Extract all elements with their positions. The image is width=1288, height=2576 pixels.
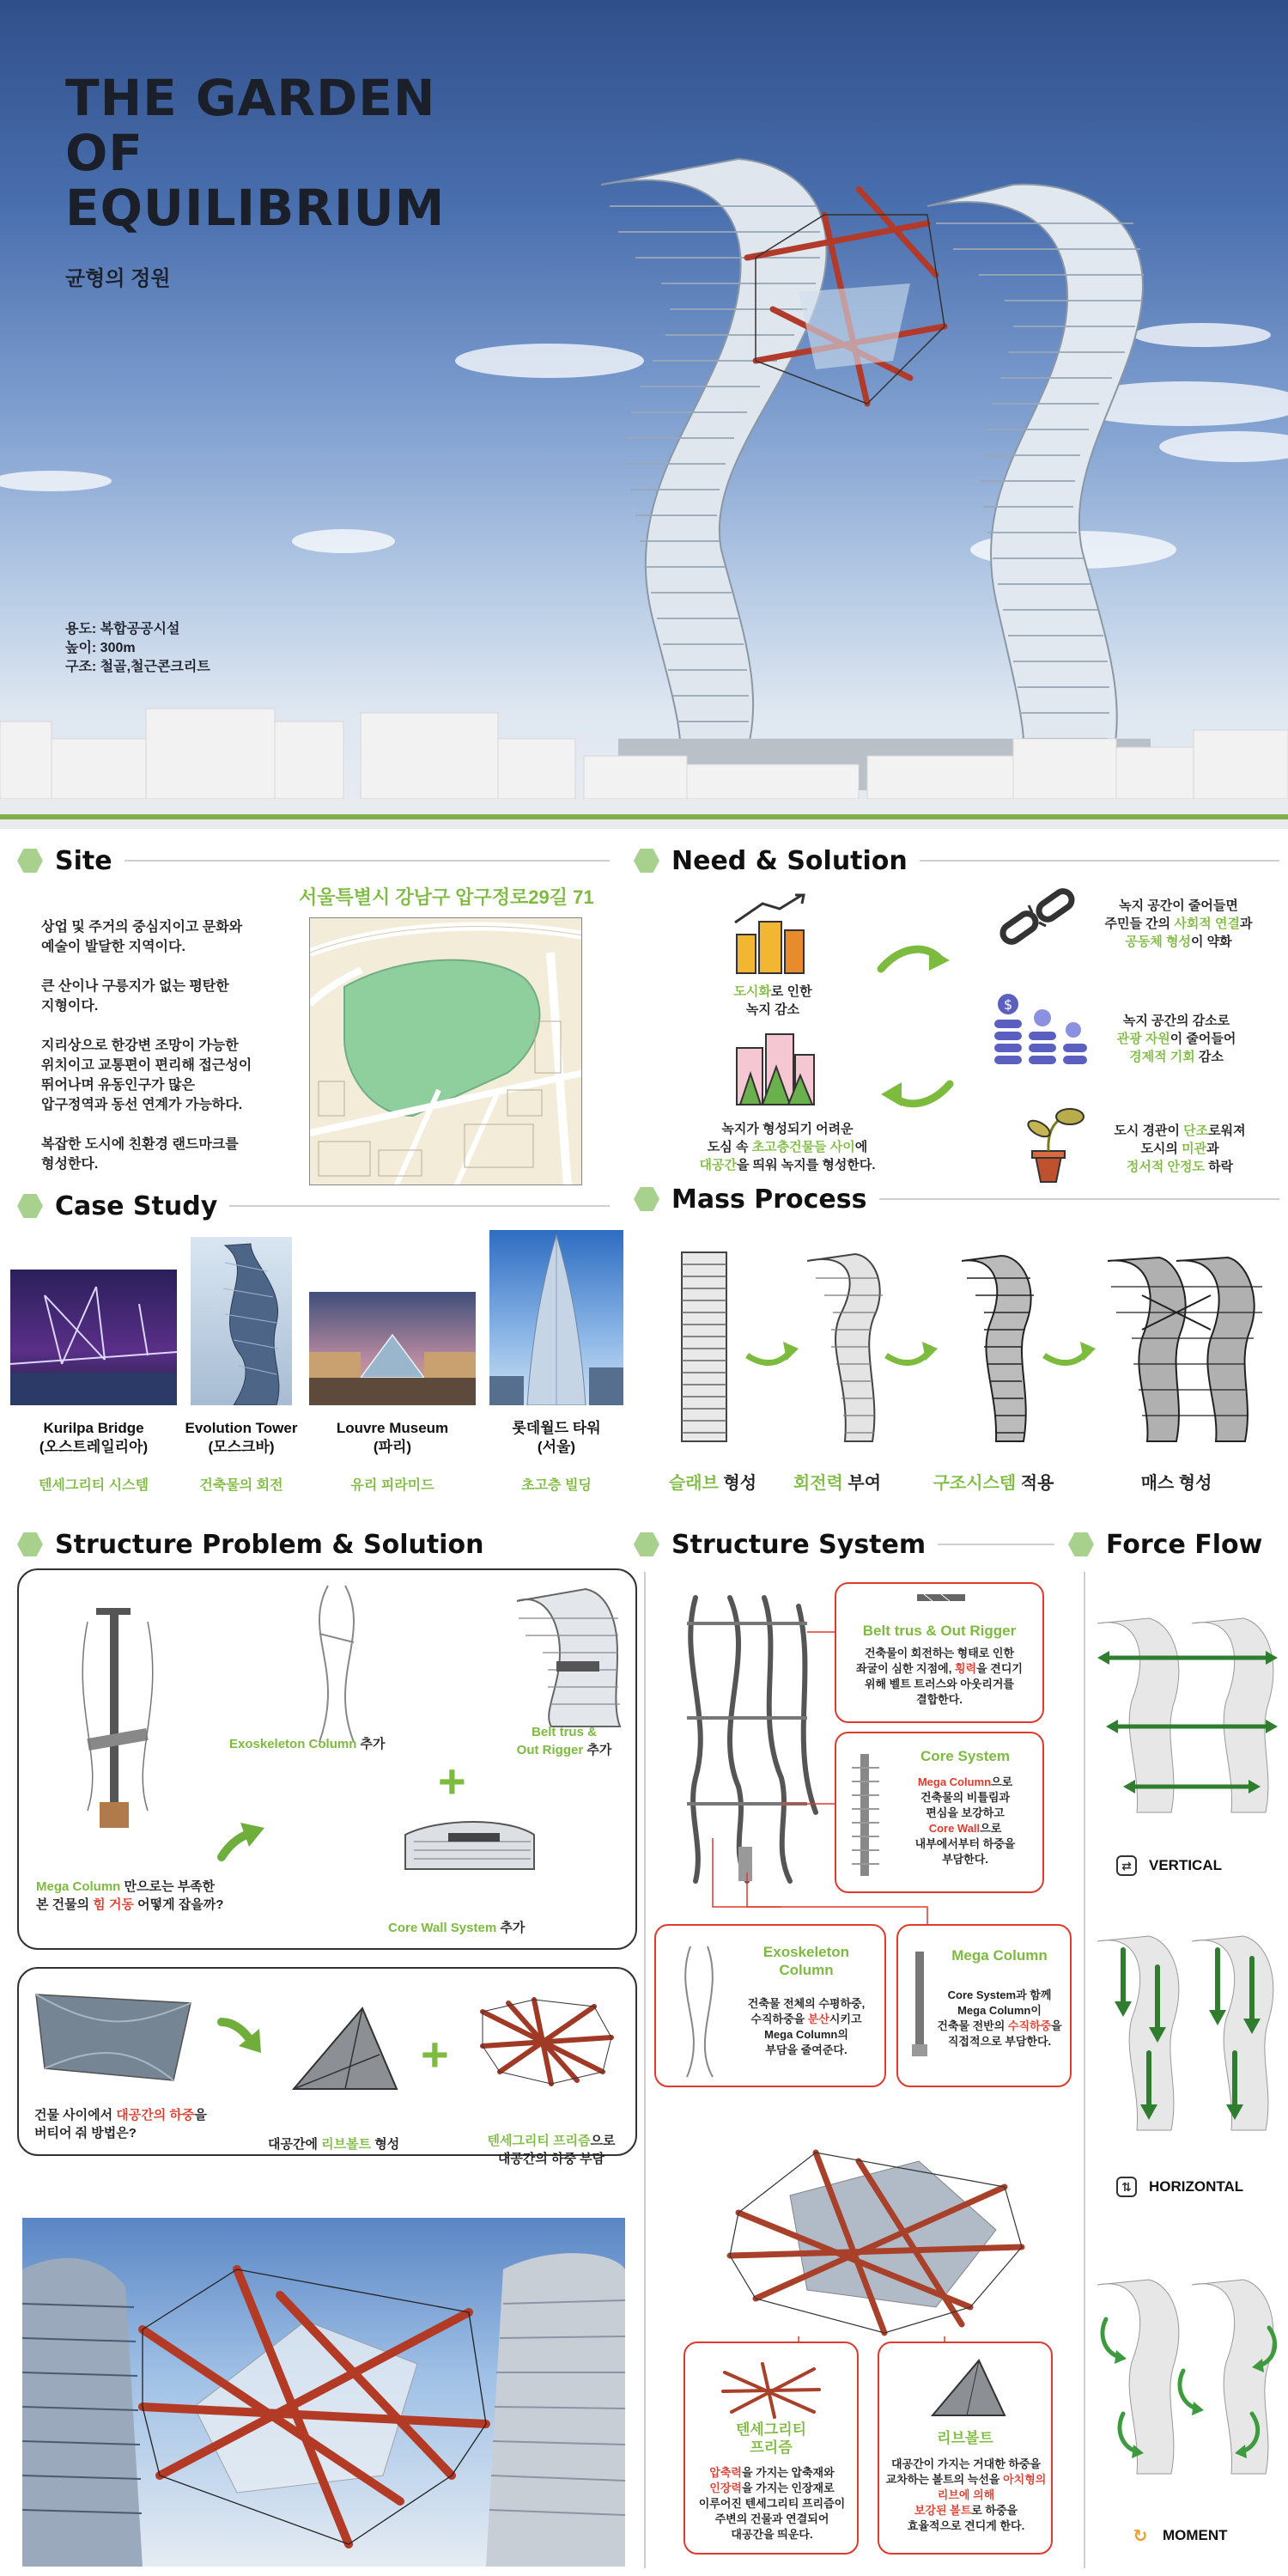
arrow-right-icon (876, 940, 955, 977)
mass-step-rotation: 회전력 부여 (793, 1474, 882, 1493)
need-text-economy: 녹지 공간의 감소로 관광 자원이 줄어들어 경제적 기회 감소 (1116, 1014, 1236, 1064)
case-tag-lotte: 초고층 빌딩 (521, 1478, 592, 1493)
need-text-urbanization: 도시화로 인한 녹지 감소 (733, 984, 812, 1017)
core-system-body: Mega Column으로 건축물의 비틀림과 편심을 보강하고 Core Wall으로 내부에서부터 하중을 부담한다. (914, 1775, 1016, 1866)
force-moment-diagram (1089, 2268, 1288, 2491)
exoskeleton-title: Exoskeleton Column (762, 1944, 850, 1978)
column-divider (1084, 1572, 1085, 2568)
large-span-drawing (27, 1986, 199, 2089)
louvre-museum-photo (309, 1292, 476, 1405)
evolution-tower-photo (191, 1237, 292, 1405)
site-map (309, 917, 582, 1185)
belt-truss-thumbnail (915, 1589, 967, 1606)
divider (229, 1205, 610, 1207)
tensegrity-body: 압축력을 가지는 압축재와 인장력을 가지는 인장재로 이루어진 텐세그리티 프리즘이 주변의 건물과 연결되어 대공간을 띄운다. (698, 2466, 846, 2541)
rib-vault-box (878, 2342, 1053, 2555)
tensegrity-rendering (22, 2218, 625, 2567)
case-title: Case Study (55, 1191, 218, 1221)
case-header (17, 1189, 610, 1223)
case-name-kurilpa: Kurilpa Bridge (오스트레일리아) (39, 1420, 149, 1455)
core-wall-drawing (397, 1800, 543, 1878)
mega-column-title: Mega Column (951, 1947, 1048, 1964)
mega-column-question: Mega Column 만으로는 부족한 본 건물의 힘 거동 어떻게 잡을까? (36, 1879, 224, 1912)
kurilpa-bridge-photo (10, 1270, 177, 1405)
core-system-thumbnail (848, 1751, 883, 1879)
belt-truss-drawing (508, 1584, 629, 1730)
problem-box-1 (17, 1568, 637, 1950)
need-header (634, 843, 1279, 878)
site-address: 서울특별시 강남구 압구정로29길 71 (299, 886, 594, 908)
hexagon-icon (17, 1532, 43, 1556)
lotte-world-tower-photo (489, 1230, 623, 1405)
hero-meta (65, 620, 210, 677)
case-tag-louvre: 유리 피라미드 (350, 1478, 434, 1493)
rib-vault-label: 대공간에 리브볼트 형성 (268, 2137, 400, 2152)
force-horizontal-diagram (1089, 1924, 1288, 2147)
belt-truss-title: Belt trus & Out Rigger (862, 1623, 1017, 1639)
core-system-box (835, 1732, 1044, 1893)
exoskeleton-label: Exoskeleton Column 추가 (229, 1737, 386, 1751)
divider (125, 860, 610, 862)
rib-vault-title: 리브볼트 (937, 2430, 993, 2446)
tensegrity-thumbnail (720, 2360, 823, 2421)
force-title: Force Flow (1106, 1529, 1263, 1560)
tensegrity-prism-drawing (474, 1994, 620, 2089)
divider (879, 1198, 1280, 1200)
case-tag-kurilpa: 텐세그리티 시스템 (38, 1478, 149, 1493)
site-description (41, 917, 299, 1194)
tensegrity-label: 텐세그리티 프리즘으로 대공간의 하중 부담 (487, 2134, 616, 2166)
arrow-down-right-icon (216, 2013, 268, 2056)
hexagon-icon (17, 1194, 43, 1218)
mass-header (634, 1182, 1279, 1216)
hexagon-icon (634, 1187, 659, 1211)
meta-height: 높이: 300m (65, 641, 136, 655)
hexagon-icon (634, 1532, 659, 1556)
wilting-plant-icon (1013, 1099, 1091, 1185)
site-paragraph: 복잡한 도시에 친환경 랜드마크를 형성한다. (41, 1137, 239, 1172)
problem-header (17, 1527, 610, 1562)
exoskeleton-body: 건축물 전체의 수평하중, 수직하중을 분산시키고 Mega Column의 부담을 줄여준다. (747, 1997, 866, 2056)
svg-text:$: $ (1004, 996, 1013, 1013)
rib-vault-drawing (285, 2003, 405, 2098)
vertical-icon: ⇄ (1116, 1855, 1137, 1876)
need-text-social: 녹지 공간이 줄어들면 주민들 간의 사회적 연결과 공동체 형성이 약화 (1104, 898, 1253, 949)
hexagon-icon (634, 849, 659, 873)
arrow-up-right-icon (216, 1819, 268, 1862)
need-text-landscape: 도시 경관이 단조로워져 도시의 미관과 정서적 안정도 하락 (1114, 1124, 1246, 1174)
case-name-lotte: 롯데월드 타워 (서울) (512, 1420, 601, 1455)
hero-subtitle: 균형의 정원 (65, 267, 171, 290)
site-paragraph: 지리상으로 한강변 조망이 가능한 위치이고 교통편이 편리해 접근성이 뛰어나며 유동인구가 많은 압구정역과 동선 연계가 가능하다. (41, 1038, 252, 1112)
force-header (1068, 1527, 1288, 1562)
horizontal-icon: ⇅ (1116, 2177, 1137, 2197)
hero-title: THE GARDEN OF EQUILIBRIUM (65, 69, 446, 237)
force-label-moment: ↻ MOMENT (1130, 2525, 1228, 2546)
broken-chain-icon (994, 885, 1080, 953)
belt-truss-label: Belt trus & Out Rigger 추가 (516, 1725, 612, 1757)
rib-vault-thumbnail (927, 2355, 1010, 2421)
force-vertical-diagram (1089, 1606, 1288, 1830)
site-title: Site (55, 845, 112, 876)
problem-title: Structure Problem & Solution (55, 1529, 484, 1560)
exoskeleton-drawing (294, 1582, 380, 1745)
meta-use: 용도: 복합공공시설 (65, 622, 180, 636)
rib-vault-body: 대공간이 가지는 거대한 하중을 교차하는 볼트의 늑선을 아치형의 리브에 의해 보강된 볼트로 하중을 효율적으로 견디게 한다. (885, 2457, 1047, 2532)
divider (938, 1544, 1054, 1545)
mass-step-slab: 슬래브 형성 (668, 1474, 757, 1493)
force-label-horizontal: ⇅ HORIZONTAL (1116, 2177, 1243, 2197)
arrow-left-icon (876, 1075, 955, 1113)
problem-box-2 (17, 1967, 637, 2166)
mega-column-drawing (53, 1605, 225, 1828)
column-divider (644, 1572, 646, 2568)
site-paragraph: 큰 산이나 구릉지가 없는 평탄한 지형이다. (41, 979, 229, 1014)
case-name-evolution: Evolution Tower (모스크바) (185, 1420, 298, 1455)
span-question: 건물 사이에서 대공간의 하중을 버티어 줘 방법은? (34, 2108, 207, 2141)
core-wall-label: Core Wall System 추가 (388, 1921, 526, 1935)
exoskeleton-box (654, 1924, 886, 2087)
mega-column-body: Core System과 함께 Mega Column이 건축물 전반의 수직하중을 직접적으로 부담한다. (937, 1988, 1062, 2048)
mass-title: Mass Process (671, 1184, 867, 1215)
plus-icon: + (421, 2027, 449, 2081)
belt-truss-body: 건축물이 회전하는 형태로 인한 좌굴이 심한 지점에, 횡력을 견디기 위해 벨트 트러스와 아웃리거를 결합한다. (856, 1647, 1023, 1706)
hero-banner (0, 0, 1288, 829)
mega-column-box (896, 1924, 1072, 2087)
system-title: Structure System (671, 1529, 927, 1560)
mega-column-thumbnail (908, 1948, 929, 2060)
hexagon-icon (1068, 1532, 1094, 1556)
green-city-icon (732, 1031, 817, 1108)
exoskeleton-thumbnail (665, 1943, 733, 2080)
plus-icon: + (438, 1754, 466, 1808)
hexagon-icon (17, 849, 43, 873)
city-growth-icon (728, 892, 814, 977)
right-tower (927, 185, 1144, 773)
mass-step-final: 매스 형성 (1140, 1474, 1212, 1493)
need-text-solution: 녹지가 형성되기 어려운 도심 속 초고층건물들 사이에 대공간을 띄워 녹지를 형성한다. (699, 1122, 876, 1172)
belt-truss-box (835, 1582, 1044, 1723)
tensegrity-title: 텐세그리티 프리즘 (735, 2421, 807, 2456)
tensegrity-box (683, 2342, 859, 2555)
mass-process-diagram (661, 1244, 1279, 1450)
divider (920, 860, 1279, 862)
case-tag-evolution: 건축물의 회전 (199, 1478, 283, 1493)
mass-step-structure: 구조시스템 적용 (933, 1474, 1054, 1493)
case-name-louvre: Louvre Museum (파리) (336, 1420, 449, 1455)
site-header (17, 843, 610, 878)
site-paragraph: 상업 및 주거의 중심지이고 문화와 예술이 발달한 지역이다. (41, 920, 243, 954)
core-system-title: Core System (920, 1748, 1010, 1764)
slab-stack (682, 1252, 726, 1441)
force-label-vertical: ⇄ VERTICAL (1116, 1855, 1222, 1876)
system-header (634, 1527, 1054, 1562)
need-title: Need & Solution (671, 845, 908, 876)
tensegrity-frame-drawing (713, 2135, 1030, 2350)
moment-icon: ↻ (1133, 2526, 1148, 2546)
meta-structure: 구조: 철골,철근콘크리트 (65, 660, 210, 674)
